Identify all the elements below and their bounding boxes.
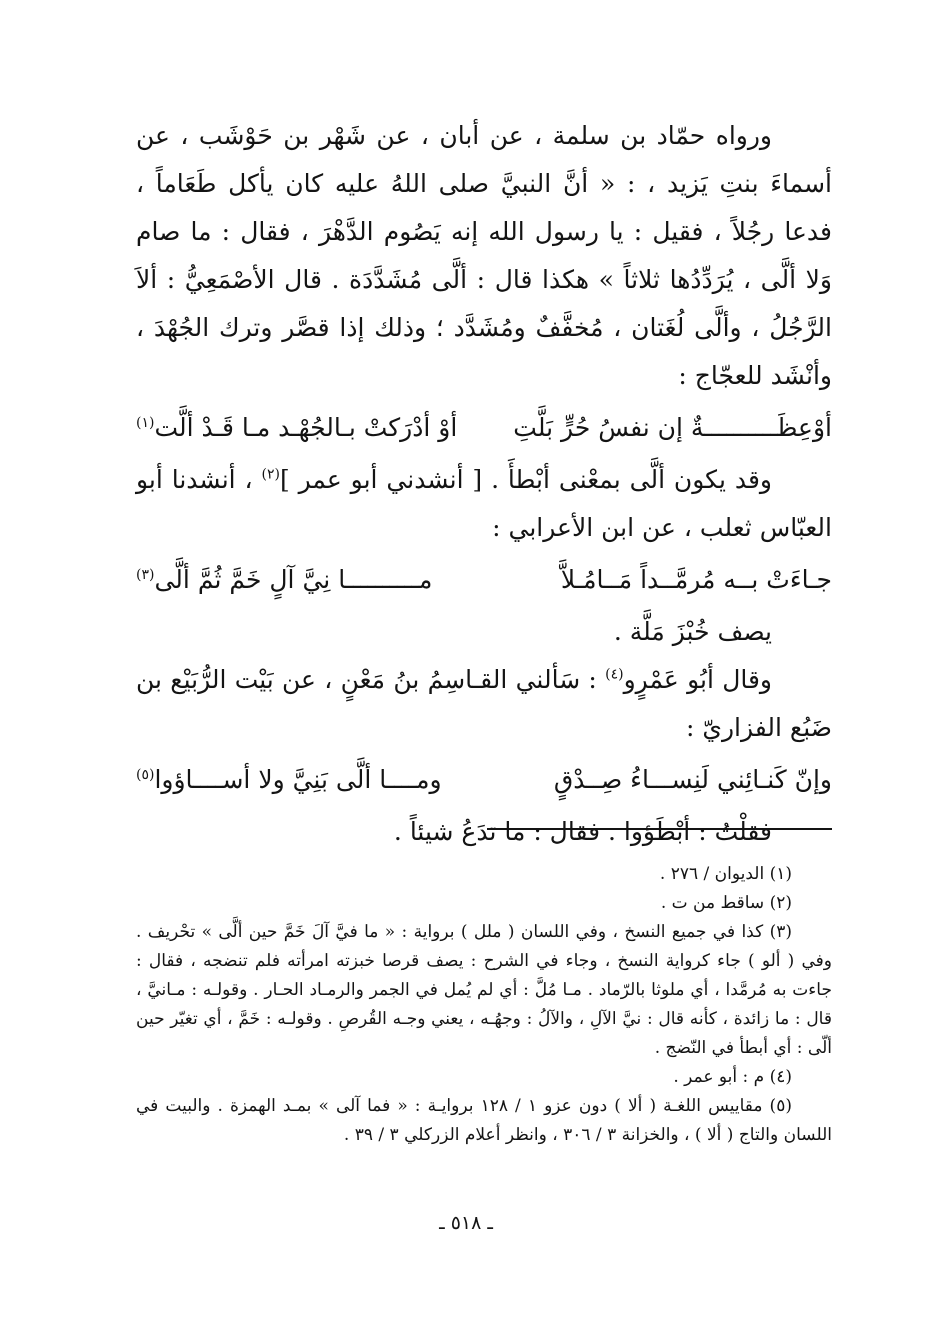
paragraph-3: يصف خُبْزَ مَلَّة .: [613, 617, 772, 646]
paragraph-4-text-a: وقال أبُو عَمْرٍو: [623, 665, 772, 694]
paragraph-2-text-b: ، أنشدنا أبو العبّاس ثعلب ، عن ابن الأعرابي :: [136, 465, 832, 542]
verse-1-second-hemistich: أوْ أدْرَكتْ بـالجُهْـد مـا قَـدْ ألَّت(١): [136, 404, 457, 452]
paragraph-2: [136, 456, 832, 552]
footnote-marker-2: (٢): [261, 466, 280, 483]
paragraph-4: [136, 656, 832, 752]
paragraph-4-text-b: : سَألني القـاسِمُ بنُ مَعْنٍ ، عن بَيْت الرُّبَيْع بن ضَبُع الفزاريّ :: [136, 665, 832, 742]
main-text: [136, 112, 832, 856]
verse-3-first-hemistich: وإنّ كَنـائِني لَنِســـاءُ صِــدْقٍ: [553, 765, 832, 794]
page-number: ـ ٥١٨ ـ: [439, 1212, 493, 1234]
footnote-separator: [487, 828, 832, 830]
footnote-5: (٥) مقاييس اللغـة ( ألا ) دون عزو ١ / ١٢٨ بروايـة : « فما آلى » بمـد الهمزة . والبيت في اللسان والتاج ( ألا ) ، والخزانة ٣ / ٣٠٦ ، وانظر أعلام الزركلي ٣ / ٣٩ .: [136, 1096, 832, 1145]
paragraph-1: ورواه حمّاد بن سلمة ، عن أبان ، عن شَهْر بن حَوْشَب ، عن أسماءَ بنتِ يَزيد ، : « أنَّ النبيَّ صلى اللهُ عليه كان يأكل طَعَاماً ، فدعا رجُلاً ، فقيل : يا رسول الله إنه يَصُوم الدَّهْرَ ، فقال : ما صام وَلا ألَّى ، يُرَدِّدُها ثلاثاً » هكذا قال : ألَّى مُشَدَّدَة . قال الأصْمَعِيُّ : ألاَ الرَّجُلُ ، وألَّى لُغَتان ، مُخفَّفٌ ومُشَدَّد ؛ وذلك إذا قصَّر وترك الجُهْدَ ، وأنْشَد للعجّاج :: [136, 121, 832, 390]
verse-2: [136, 556, 832, 604]
verse-2-second-hemistich-text: مــــــــــا نِيَّ آلٍ خَمَّ ثُمَّ ألَّى: [154, 565, 433, 594]
verse-2-second-hemistich: مــــــــــا نِيَّ آلٍ خَمَّ ثُمَّ ألَّى(٣): [136, 556, 432, 604]
verse-1-second-hemistich-text: أوْ أدْرَكتْ بـالجُهْـد مـا قَـدْ ألَّت: [154, 413, 458, 442]
footnote-marker-4: (٤): [605, 666, 624, 683]
footnote-2: (٢) ساقط من ت .: [660, 893, 792, 913]
verse-3-second-hemistich-text: ومــــا ألَّى بَنِيَّ ولا أســــاؤوا: [154, 765, 442, 794]
verse-2-first-hemistich: جـاءَتْ بــه مُرمَّــداً مَــامُـلاَّ: [560, 565, 832, 594]
footnote-4: (٤) م : أبو عمر .: [673, 1067, 792, 1087]
footnotes: [136, 860, 832, 1150]
verse-3-second-hemistich: ومــــا ألَّى بَنِيَّ ولا أســــاؤوا(٥): [136, 756, 442, 804]
footnote-1: (١) الديوان / ٢٧٦ .: [659, 864, 792, 884]
paragraph-5: فقلْتُ : أبْطَؤوا . فقال : ما تدَعُ شيئاً .: [393, 817, 772, 846]
verse-3: [136, 756, 832, 804]
verse-1: [136, 404, 832, 452]
verse-1-first-hemistich: أوْعِظَــــــــــةٌ إن نفسُ حُرٍّ بَلَّتِ: [513, 413, 832, 442]
paragraph-2-text-a: وقد يكون ألَّى بمعْنى أبْطأَ . [ أنشدني أبو عمر ]: [279, 465, 772, 494]
footnote-3: (٣) كذا في جميع النسخ ، وفي اللسان ( ملل ) برواية : « ما فيَّ آلَ خَمَّ حين ألَّى » تحْريف . وفي ( ألو ) جاء كرواية النسخ ، وجاء في الشرح : يصف قرصا خبزته امرأته فلم تنضجه ، فقال : جاءت به مُرمَّدا ، أي ملوثا بالرّماد . مـا مُلَّ : أي لم يُمل في الجمر والرمـاد الحـار . وقولـه : مـانيَّ ، قال : ما زائدة ، كأنه قال : نيَّ الآلِ ، والآلُ : وجهُـه ، يعني وجـه القُرصِ . وقولـه : خَمَّ ، أي تغيّر حين ألّى : أي أبطأ في النّضج .: [136, 922, 832, 1058]
